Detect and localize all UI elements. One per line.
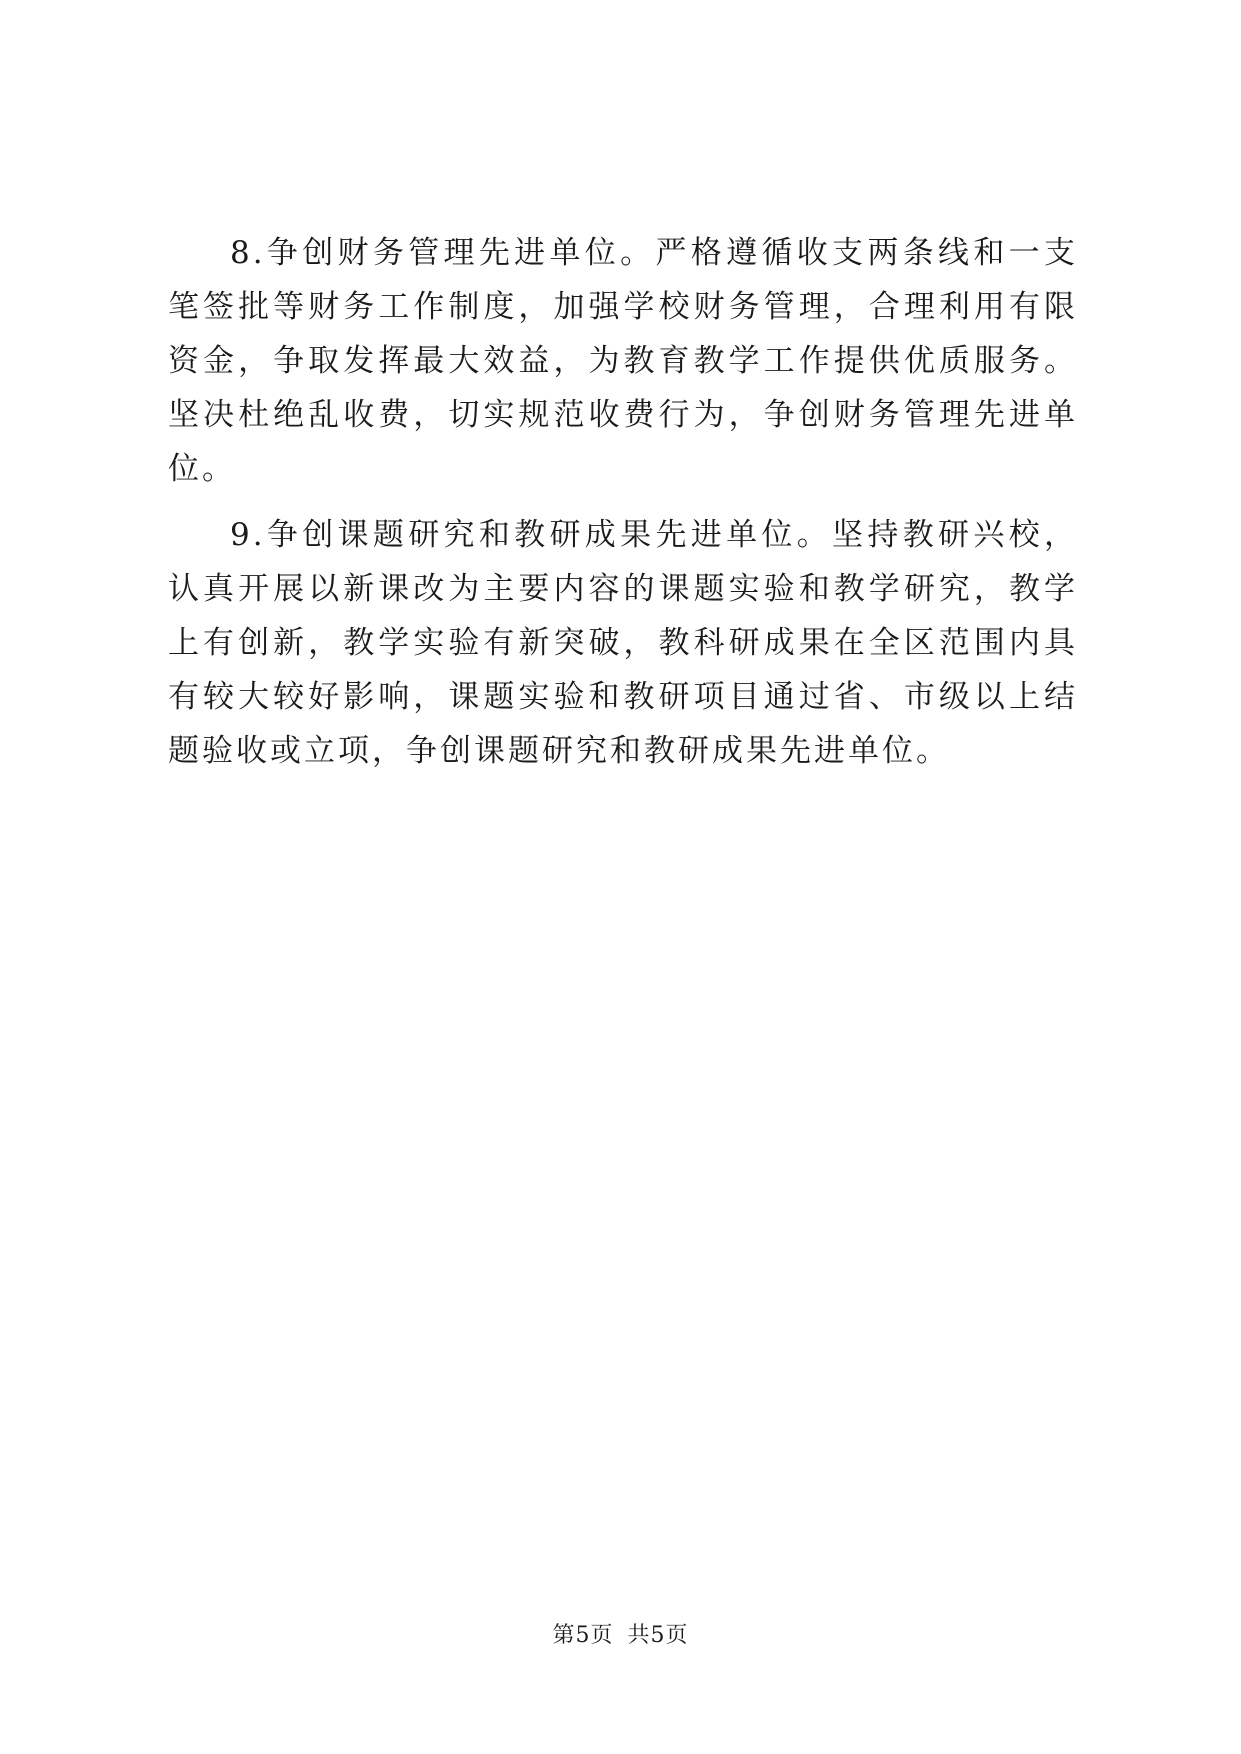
total-pages-label: 共5页: [627, 1623, 689, 1648]
page-footer: [0, 1618, 1241, 1649]
paragraph-item-8: 8.争创财务管理先进单位。严格遵循收支两条线和一支笔签批等财务工作制度，加强学校财务管理，合理利用有限资金，争取发挥最大效益，为教育教学工作提供优质服务。坚决杜绝乱收费，切实规范收费行为，争创财务管理先进单位。: [168, 235, 1078, 487]
paragraph-item-9: 9.争创课题研究和教研成果先进单位。坚持教研兴校，认真开展以新课改为主要内容的课题实验和教学研究，教学上有创新，教学实验有新突破，教科研成果在全区范围内具有较大较好影响，课题实验和教研项目通过省、市级以上结题验收或立项，争创课题研究和教研成果先进单位。: [168, 517, 1078, 769]
current-page-label: 第5页: [552, 1623, 614, 1648]
document-body: [168, 226, 1078, 790]
